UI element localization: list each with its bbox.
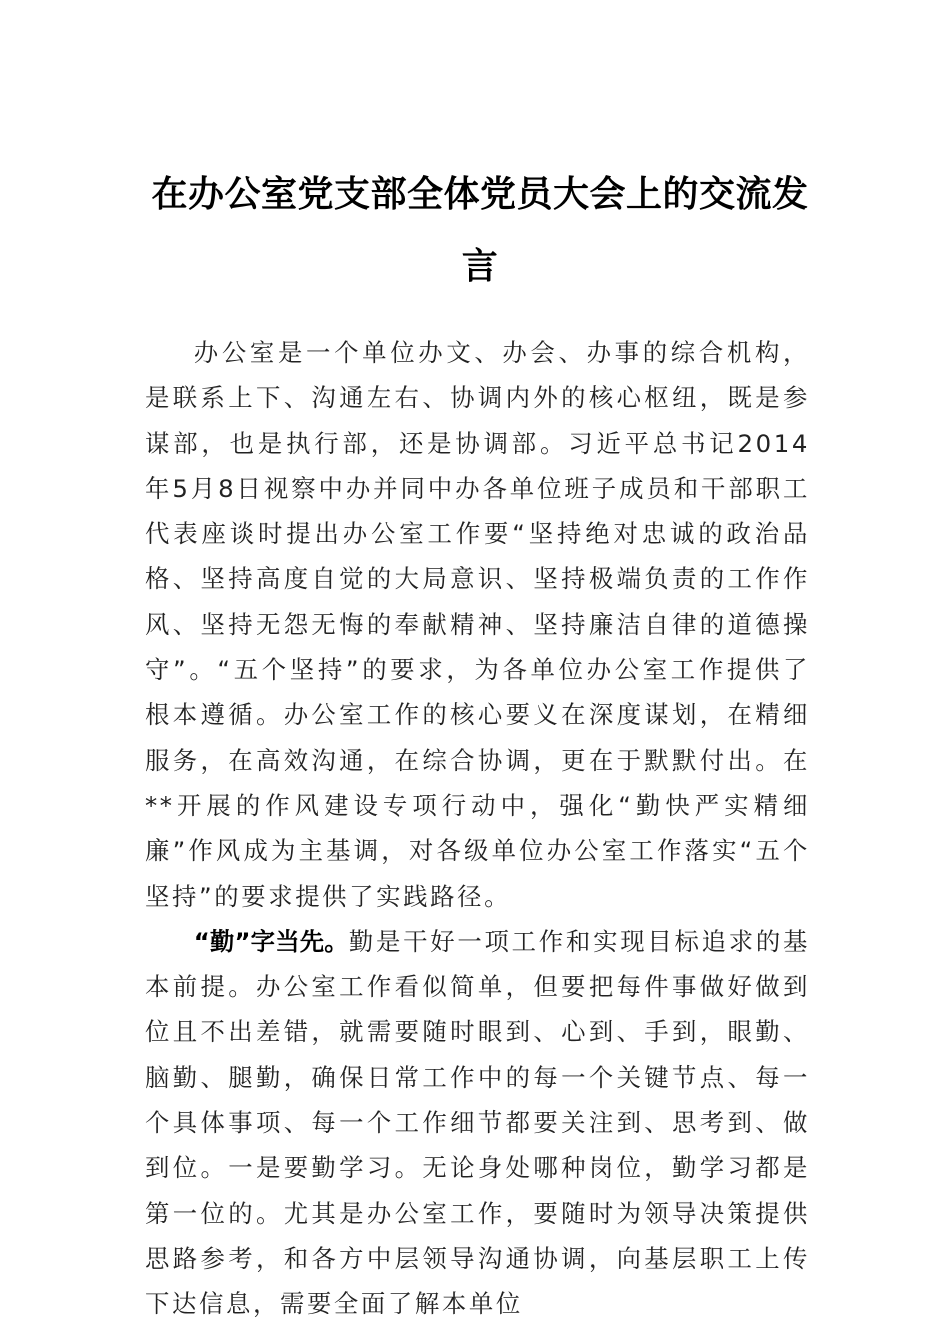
paragraph-text: 办公室是一个单位办文、办会、办事的综合机构，是联系上下、沟通左右、协调内外的核心枢纽，既是参谋部，也是执行部，还是协调部。习近平总书记2014年5月8日视察中办并同中办各单位班子成员和干部职工代表座谈时提出办公室工作要“坚持绝对忠诚的政治品格、坚持高度自觉的大局意识、坚持极端负责的工作作风、坚持无怨无悔的奉献精神、坚持廉洁自律的道德操守”。“五个坚持”的要求，为各单位办公室工作提供了根本遵循。办公室工作的核心要义在深度谋划，在精细服务，在高效沟通，在综合协调，更在于默默付出。在**开展的作风建设专项行动中，强化“勤快严实精细廉”作风成为主基调，对各级单位办公室工作落实“五个坚持”的要求提供了实践路径。 [145,338,810,911]
paragraph-text: 勤是干好一项工作和实现目标追求的基本前提。办公室工作看似简单，但要把每件事做好做到位且不出差错，就需要随时眼到、心到、手到，眼勤、脑勤、腿勤，确保日常工作中的每一个关键节点、每一个具体事项、每一个工作细节都要关注到、思考到、做到位。一是要勤学习。无论身处哪种岗位，勤学习都是第一位的。尤其是办公室工作，要随时为领导决策提供思路参考，和各方中层领导沟通协调，向基层职工上传下达信息，需要全面了解本单位 [145,926,811,1319]
paragraph-lead-heading: “勤”字当先。 [193,926,349,956]
paragraph-qin [145,919,810,1327]
document-body [145,330,810,1327]
document-title: 在办公室党支部全体党员大会上的交流发言 [151,173,809,287]
paragraph-intro [145,330,810,919]
